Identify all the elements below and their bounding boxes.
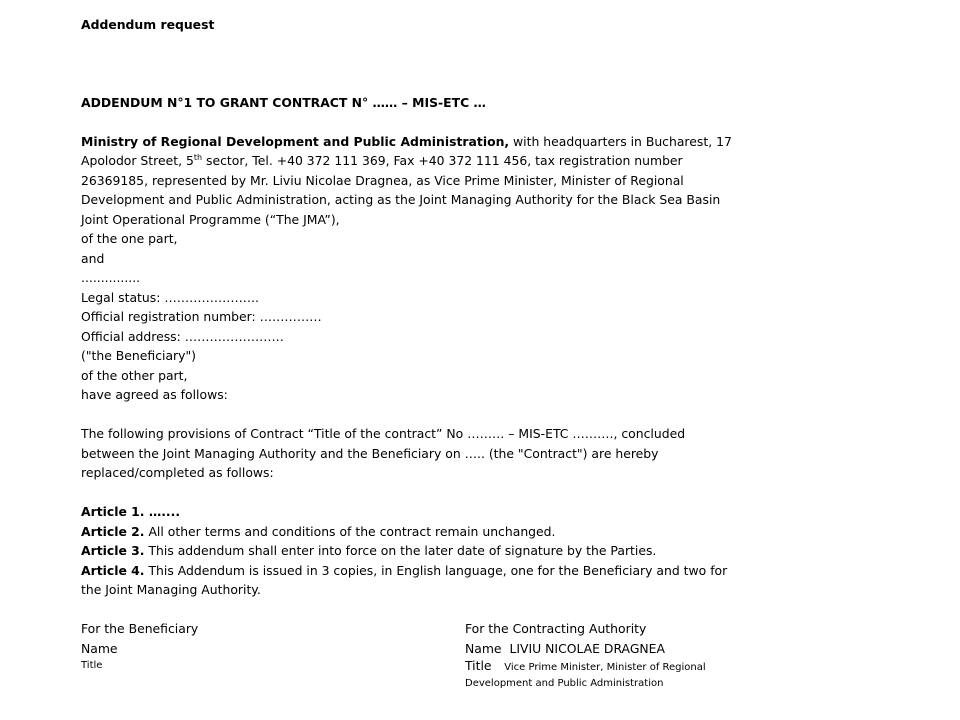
legal-status-text: Legal status: ………………….. (81, 289, 259, 305)
spacer (81, 600, 781, 620)
article-text: This addendum shall enter into force on the later date of signature by the Parties. (144, 543, 657, 558)
one-part-text: of the one part, (81, 231, 178, 246)
text-run: sector, Tel. +40 372 111 369, Fax +40 372 111 456, tax registration number (202, 153, 683, 168)
page-title: Addendum request (81, 17, 215, 32)
beneficiary-name-placeholder: ............... (81, 270, 141, 285)
spacer (81, 112, 781, 132)
beneficiary-label: ("the Beneficiary") (81, 348, 197, 363)
superscript: th (193, 152, 203, 162)
article-1 (81, 502, 781, 522)
article-2 (81, 522, 781, 542)
other-part-text: of the other part, (81, 367, 188, 383)
authority-title-row (465, 658, 706, 676)
article-3 (81, 541, 781, 561)
article-4 (81, 561, 781, 581)
paragraph-line: Development and Public Administration, acting as the Joint Managing Authority for the Black Sea Basin (81, 192, 721, 207)
signature-block (81, 619, 781, 699)
and-text: and (81, 250, 105, 266)
article-label: Article 4. (81, 562, 145, 578)
text-run: with headquarters in Bucharest, 17 (509, 133, 732, 149)
article-label: Article 1. ….... (81, 504, 181, 519)
paragraph-line: Joint Operational Programme (“The JMA”), (81, 211, 340, 227)
beneficiary-signature-heading: For the Beneficiary (81, 621, 199, 636)
spacer (81, 405, 781, 425)
text-run: Apolodor Street, 5 (81, 153, 194, 168)
addendum-heading: ADDENDUM N°1 TO GRANT CONTRACT N° …… – MIS-ETC … (81, 94, 486, 110)
authority-title-continuation: Development and Public Administration (465, 678, 664, 689)
article-label: Article 3. (81, 543, 145, 558)
article-text: This Addendum is issued in 3 copies, in English language, one for the Beneficiary and two for (144, 562, 728, 578)
article-text: All other terms and conditions of the contract remain unchanged. (144, 523, 556, 539)
paragraph-line (81, 151, 781, 171)
authority-signature-heading: For the Contracting Authority (465, 621, 647, 636)
authority-name-value: LIVIU NICOLAE DRAGNEA (509, 640, 665, 656)
authority-signature (465, 619, 706, 692)
authority-title-label: Title (465, 658, 492, 673)
authority-title-value: Vice Prime Minister, Minister of Regional (504, 662, 706, 673)
official-address-text: Official address: …………………… (81, 328, 284, 344)
beneficiary-title-label: Title (81, 660, 103, 671)
provisions-line: between the Joint Managing Authority and the Beneficiary on ….. (the "Contract") are hereby (81, 445, 659, 461)
spacer (81, 35, 781, 93)
paragraph-line (81, 132, 781, 152)
beneficiary-name-label: Name (81, 640, 118, 656)
document-page (81, 15, 781, 699)
registration-number-text: Official registration number: …………… (81, 309, 322, 324)
agreed-text: have agreed as follows: (81, 387, 228, 402)
spacer (81, 483, 781, 503)
authority-name-label: Name (465, 640, 502, 656)
article-label: Article 2. (81, 523, 145, 539)
ministry-name: Ministry of Regional Development and Public Administration, (81, 133, 510, 149)
article-4-continuation: the Joint Managing Authority. (81, 582, 261, 597)
provisions-line: replaced/completed as follows: (81, 465, 274, 480)
beneficiary-signature (81, 619, 198, 674)
provisions-line: The following provisions of Contract “Title of the contract” No ……… – MIS-ETC ………., concluded (81, 426, 686, 441)
paragraph-line: 26369185, represented by Mr. Liviu Nicolae Dragnea, as Vice Prime Minister, Minister of Regional (81, 172, 684, 188)
authority-name-row (465, 639, 706, 659)
